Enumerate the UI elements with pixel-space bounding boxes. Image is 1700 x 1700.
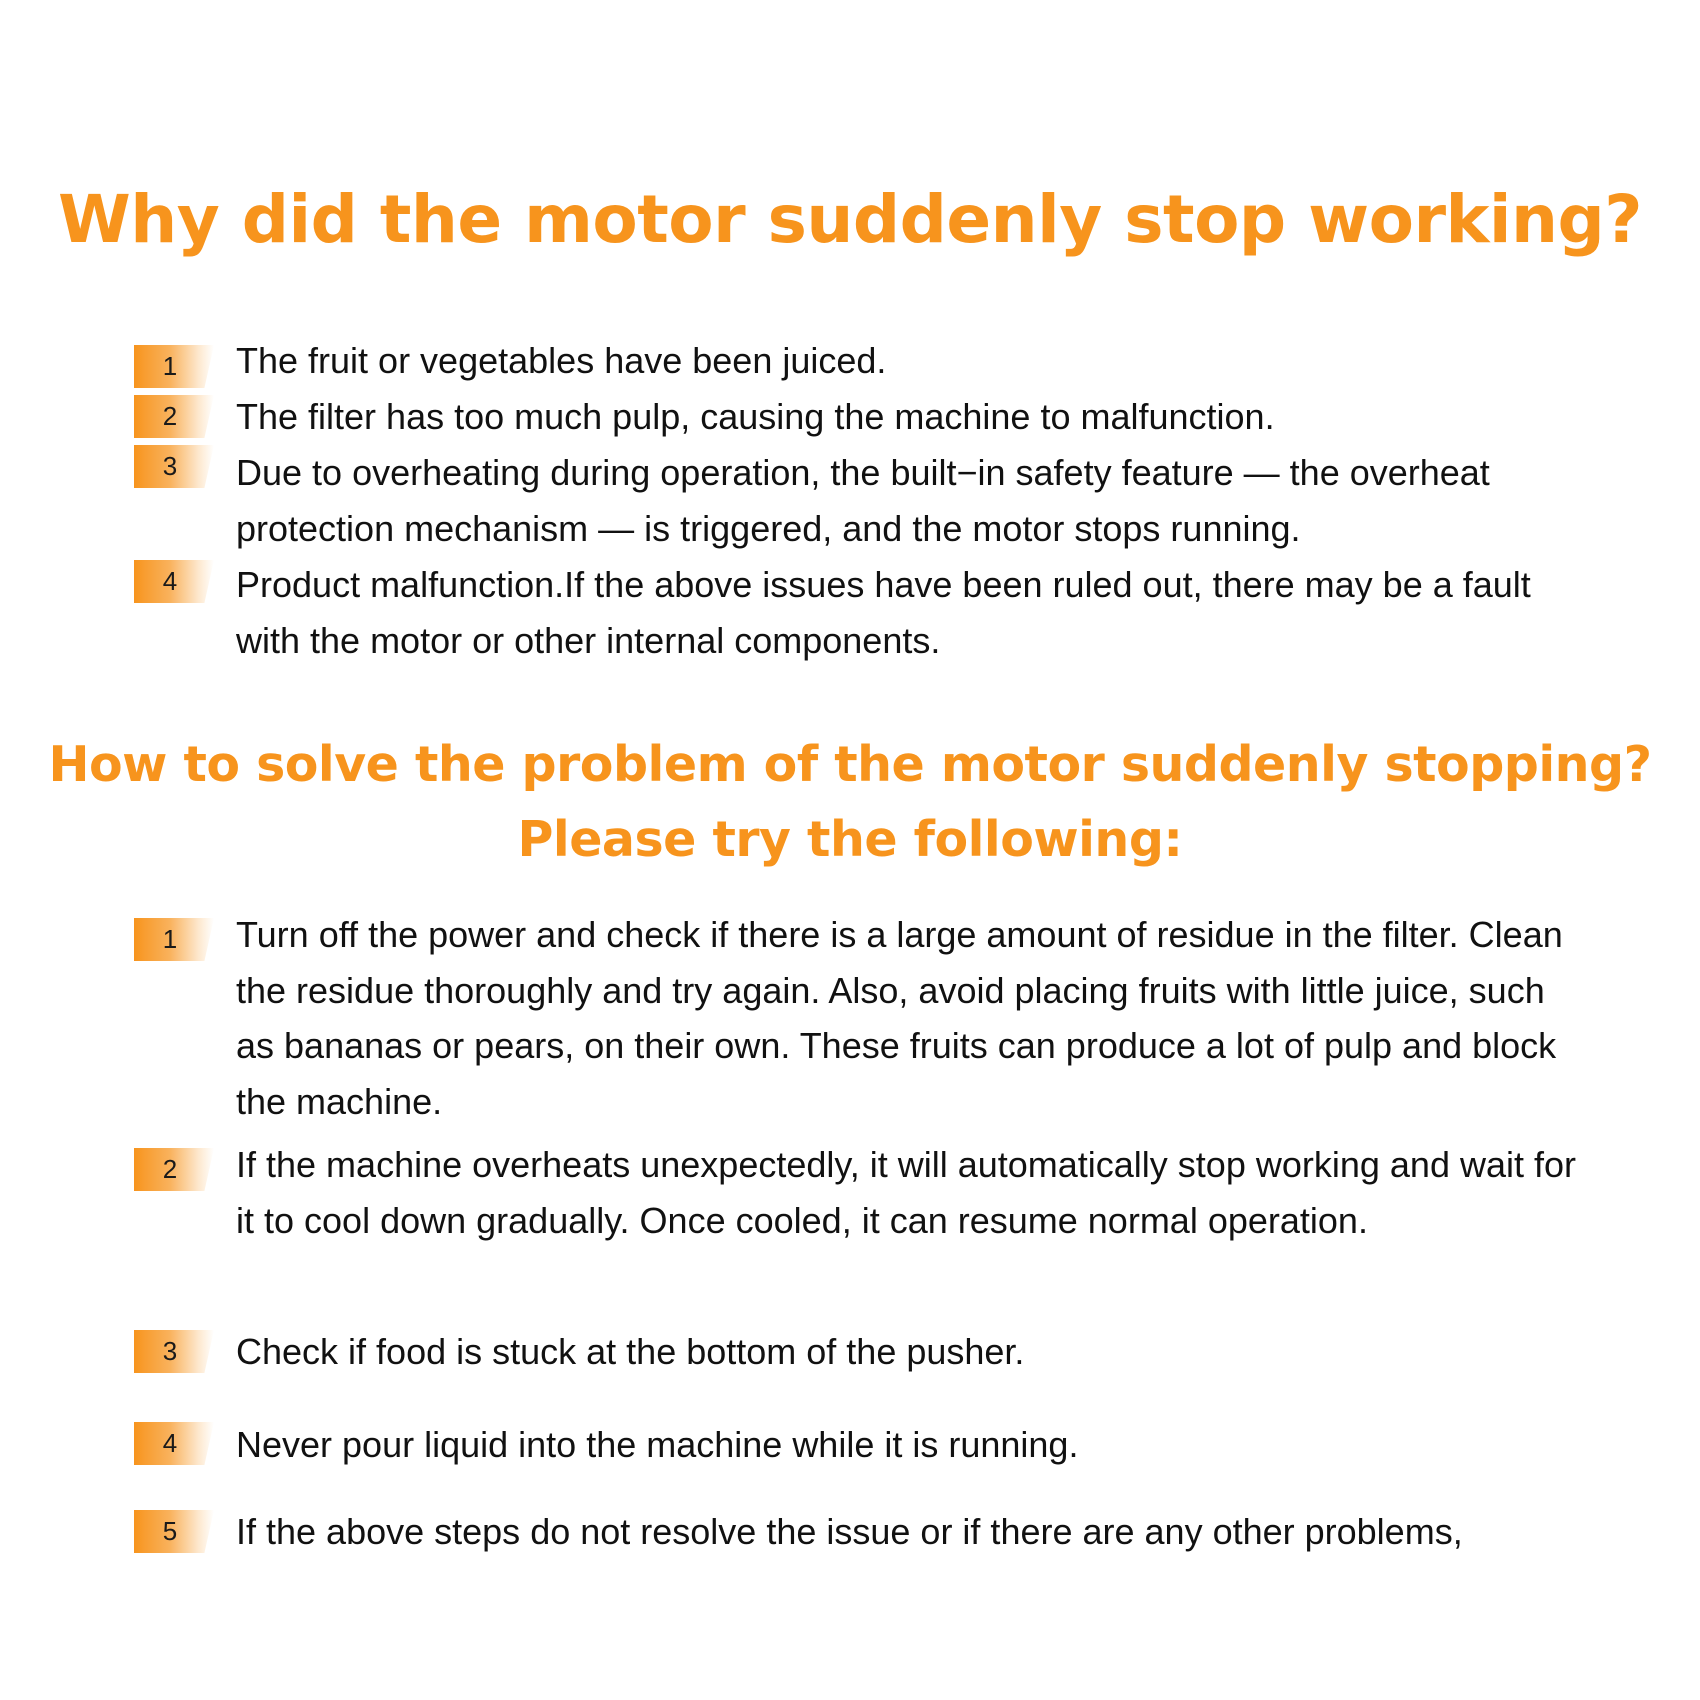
section1-title: Why did the motor suddenly stop working? bbox=[57, 181, 1643, 258]
item-text: If the above steps do not resolve the issue or if there are any other problems, bbox=[236, 1511, 1463, 1552]
badge-number: 4 bbox=[162, 1428, 178, 1458]
item-text: Product malfunction.If the above issues have been ruled out, there may be a fault with the motor or other internal components. bbox=[236, 564, 1531, 661]
item-text: Due to overheating during operation, the built−in safety feature — the overheat protection mechanism — is triggered, and the motor stops running. bbox=[236, 452, 1490, 549]
badge-number: 2 bbox=[162, 401, 178, 431]
badge-number: 4 bbox=[162, 566, 178, 596]
item-text: The fruit or vegetables have been juiced. bbox=[236, 340, 887, 381]
badge-number: 3 bbox=[162, 1336, 178, 1366]
item-text: Check if food is stuck at the bottom of the pusher. bbox=[236, 1331, 1025, 1372]
badge-number: 1 bbox=[162, 924, 178, 954]
section2-title: How to solve the problem of the motor suddenly stopping? bbox=[48, 736, 1652, 793]
badge-number: 1 bbox=[162, 351, 178, 381]
item-text: If the machine overheats unexpectedly, it will automatically stop working and wait for it to cool down gradually. Once cooled, it can resume normal operation. bbox=[236, 1144, 1576, 1241]
badge-number: 3 bbox=[162, 451, 178, 481]
badge-number: 5 bbox=[162, 1516, 178, 1546]
item-text: The filter has too much pulp, causing the machine to malfunction. bbox=[236, 396, 1275, 437]
badge-number: 2 bbox=[162, 1154, 178, 1184]
item-text: Never pour liquid into the machine while it is running. bbox=[236, 1424, 1079, 1465]
section2-subtitle: Please try the following: bbox=[517, 811, 1183, 868]
item-text: Turn off the power and check if there is a large amount of residue in the filter. Clean the residue thoroughly and try again. Also, avoid placing fruits with little juice, such as bananas or pears, on their own. These fruits can produce a lot of pulp and block the machine. bbox=[236, 914, 1563, 1122]
